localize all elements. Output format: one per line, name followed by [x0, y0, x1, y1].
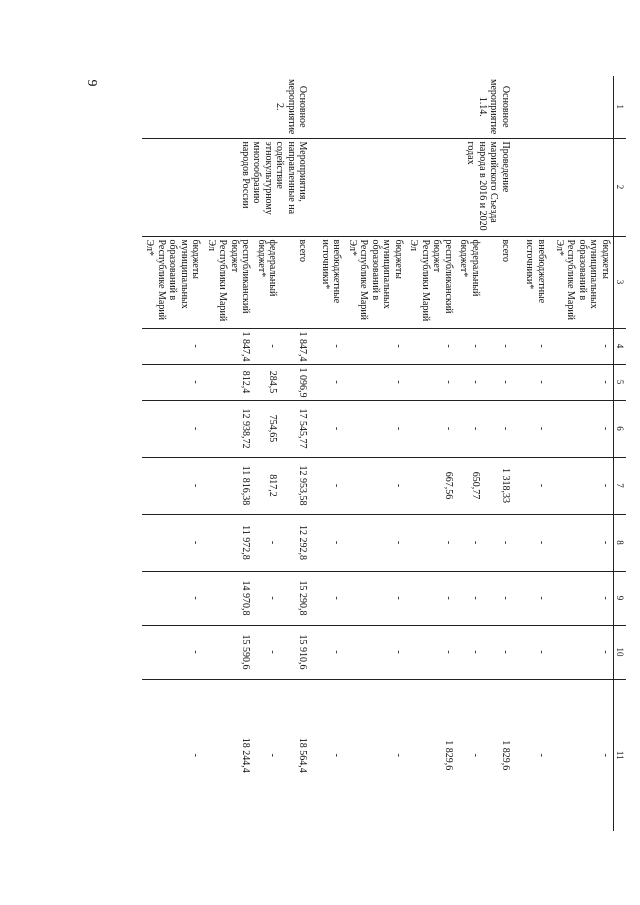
value-cell: 14 970,8 [204, 571, 254, 625]
column-number: 8 [614, 514, 627, 571]
value-cell: 1 829,6 [406, 679, 456, 831]
value-cell: - [456, 679, 483, 831]
value-cell: 754,65 [254, 400, 281, 457]
value-cell: - [483, 400, 513, 457]
value-cell: - [311, 400, 345, 457]
value-cell: - [456, 571, 483, 625]
value-cell: - [513, 457, 549, 514]
value-cell: - [513, 400, 549, 457]
value-cell: - [513, 364, 549, 400]
activity-title: Мероприятия, направленные на содействие этнокультурному многообразию народов России [142, 138, 311, 236]
value-cell: - [254, 571, 281, 625]
funding-source: всего [281, 236, 311, 328]
value-cell: 17 545,77 [281, 400, 311, 457]
value-cell: 18 564,4 [281, 679, 311, 831]
value-cell: - [513, 679, 549, 831]
value-cell: - [345, 571, 407, 625]
funding-source: республиканский бюджет Республики Марий Эл [204, 236, 254, 328]
value-cell: - [254, 625, 281, 679]
value-cell: 1 847,4 [204, 328, 254, 364]
value-cell: - [549, 625, 614, 679]
value-cell: - [345, 400, 407, 457]
value-cell: - [345, 625, 407, 679]
value-cell: - [483, 625, 513, 679]
value-cell: - [513, 328, 549, 364]
value-cell: - [311, 514, 345, 571]
value-cell: 15 290,8 [281, 571, 311, 625]
value-cell: - [345, 364, 407, 400]
value-cell: 284,5 [254, 364, 281, 400]
activity-code: Основное мероприятие 1.14. [477, 79, 511, 135]
value-cell: - [254, 328, 281, 364]
value-cell: - [142, 364, 204, 400]
column-number: 3 [614, 236, 627, 328]
value-cell: - [311, 457, 345, 514]
value-cell: 817,2 [254, 457, 281, 514]
value-cell: - [406, 400, 456, 457]
value-cell: 1 318,33 [483, 457, 513, 514]
value-cell: - [142, 571, 204, 625]
column-number-row [614, 76, 627, 831]
value-cell: - [345, 328, 407, 364]
value-cell: 1 847,4 [281, 328, 311, 364]
value-cell: - [142, 514, 204, 571]
rotated-landscape-table [111, 76, 626, 831]
value-cell: - [549, 364, 614, 400]
value-cell: - [345, 457, 407, 514]
value-cell: - [254, 679, 281, 831]
value-cell: 812,4 [204, 364, 254, 400]
funding-source: бюджеты муниципальных образований в Республике Марий Эл* [549, 236, 614, 328]
table-row [281, 76, 311, 831]
value-cell: - [345, 679, 407, 831]
funding-source: бюджеты муниципальных образований в Республике Марий Эл* [345, 236, 407, 328]
value-cell: - [311, 364, 345, 400]
funding-source: внебюджетные источники* [311, 236, 345, 328]
value-cell: - [406, 571, 456, 625]
value-cell: 1 096,9 [281, 364, 311, 400]
activity-title: Проведение марийского Съезда народа в 2016 и 2020 годах [311, 138, 514, 236]
value-cell: - [456, 400, 483, 457]
value-cell: - [483, 364, 513, 400]
column-number: 5 [614, 364, 627, 400]
value-cell: - [311, 571, 345, 625]
value-cell: - [549, 457, 614, 514]
value-cell: 12 938,72 [204, 400, 254, 457]
value-cell: - [311, 625, 345, 679]
funding-source: внебюджетные источники* [513, 236, 549, 328]
value-cell: - [456, 328, 483, 364]
table-row [483, 76, 513, 831]
funding-source: бюджеты муниципальных образований в Республике Марий Эл* [142, 236, 204, 328]
column-number: 11 [614, 679, 627, 831]
value-cell: - [549, 514, 614, 571]
column-number: 7 [614, 457, 627, 514]
value-cell: - [456, 625, 483, 679]
value-cell: 1 829,6 [483, 679, 513, 831]
column-number: 10 [614, 625, 627, 679]
value-cell: - [483, 514, 513, 571]
value-cell: - [142, 679, 204, 831]
value-cell: - [513, 625, 549, 679]
column-number: 9 [614, 571, 627, 625]
activity-code: Основное мероприятие 2. [274, 79, 309, 135]
column-number: 6 [614, 400, 627, 457]
value-cell: - [483, 571, 513, 625]
value-cell: - [254, 514, 281, 571]
table-row [513, 76, 549, 831]
column-number: 1 [614, 76, 627, 138]
value-cell: - [406, 328, 456, 364]
column-number: 4 [614, 328, 627, 364]
value-cell: 18 244,4 [204, 679, 254, 831]
value-cell: - [513, 571, 549, 625]
value-cell: - [142, 400, 204, 457]
page-number: 9 [84, 79, 99, 87]
value-cell: - [406, 364, 456, 400]
value-cell: - [513, 514, 549, 571]
funding-source: федеральный бюджет* [456, 236, 483, 328]
value-cell: 11 972,8 [204, 514, 254, 571]
value-cell: - [142, 457, 204, 514]
value-cell: - [142, 625, 204, 679]
table-row [549, 76, 614, 831]
value-cell: 650,77 [456, 457, 483, 514]
value-cell: - [311, 679, 345, 831]
value-cell: 11 816,38 [204, 457, 254, 514]
value-cell: - [142, 328, 204, 364]
value-cell: - [406, 514, 456, 571]
value-cell: - [549, 328, 614, 364]
funding-source: республиканский бюджет Республики Марий Эл [406, 236, 456, 328]
value-cell: - [345, 514, 407, 571]
value-cell: 15 590,6 [204, 625, 254, 679]
value-cell: - [549, 400, 614, 457]
value-cell: 667,56 [406, 457, 456, 514]
value-cell: - [549, 571, 614, 625]
value-cell: - [549, 679, 614, 831]
value-cell: - [456, 364, 483, 400]
funding-source: федеральный бюджет* [254, 236, 281, 328]
value-cell: 15 910,6 [281, 625, 311, 679]
column-number: 2 [614, 138, 627, 236]
value-cell: - [311, 328, 345, 364]
value-cell: 12 292,8 [281, 514, 311, 571]
budget-table [142, 76, 626, 831]
value-cell: - [406, 625, 456, 679]
funding-source: всего [483, 236, 513, 328]
value-cell: 12 953,58 [281, 457, 311, 514]
value-cell: - [456, 514, 483, 571]
value-cell: - [483, 328, 513, 364]
